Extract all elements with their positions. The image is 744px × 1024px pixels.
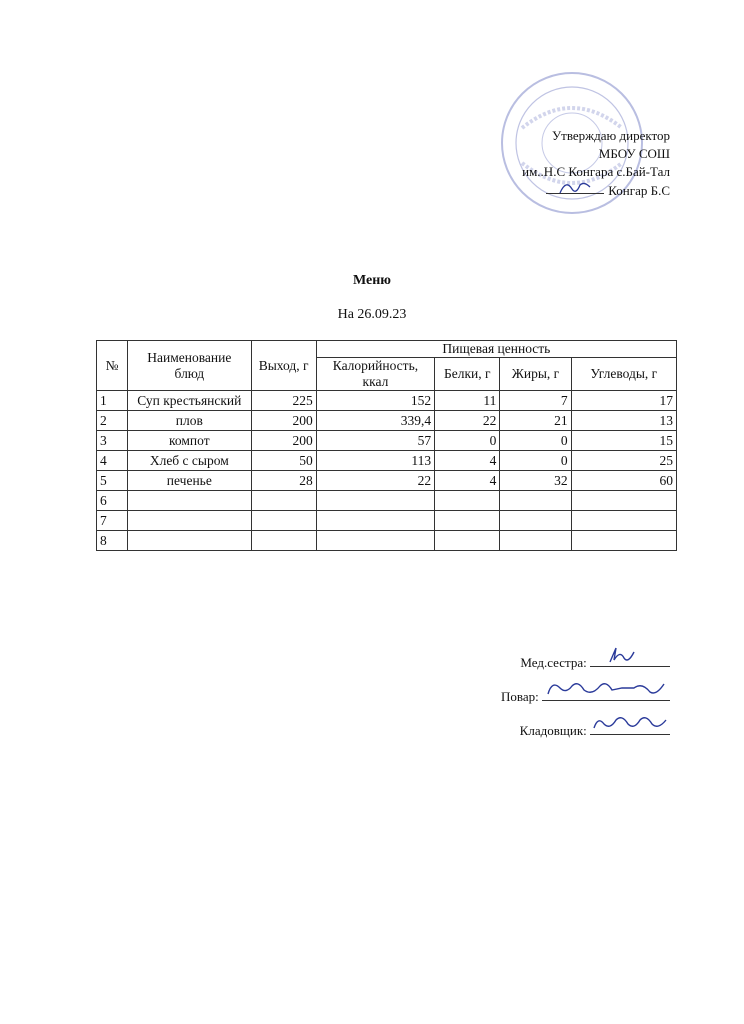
- table-row: [97, 491, 677, 511]
- approval-line-4: [522, 181, 670, 200]
- cell-fats: 0: [500, 431, 571, 451]
- header-fats: Жиры, г: [500, 358, 571, 391]
- cell-carbs: [571, 531, 676, 551]
- cell-proteins: [435, 531, 500, 551]
- menu-table: [96, 340, 677, 551]
- cell-no: 7: [97, 511, 128, 531]
- cell-name: [128, 491, 251, 511]
- page-title: Меню: [352, 273, 391, 288]
- cell-calories: 339,4: [316, 411, 434, 431]
- cell-carbs: 17: [571, 391, 676, 411]
- cell-output: 200: [251, 431, 316, 451]
- cell-proteins: [435, 511, 500, 531]
- table-row: [97, 391, 677, 411]
- cell-proteins: 4: [435, 471, 500, 491]
- cell-no: 4: [97, 451, 128, 471]
- cook-signature-line: [542, 684, 670, 701]
- cell-calories: 113: [316, 451, 434, 471]
- header-name: Наименование блюд: [128, 341, 251, 391]
- cell-fats: [500, 531, 571, 551]
- cell-no: 5: [97, 471, 128, 491]
- cell-name: [128, 511, 251, 531]
- cell-fats: 32: [500, 471, 571, 491]
- cell-output: 28: [251, 471, 316, 491]
- cell-proteins: [435, 491, 500, 511]
- cook-signature-icon: [542, 678, 670, 700]
- director-signature-icon: [546, 181, 604, 195]
- cell-name: Суп крестьянский: [128, 391, 251, 411]
- cell-name: Хлеб с сыром: [128, 451, 251, 471]
- menu-table-body: [97, 391, 677, 551]
- cell-proteins: 11: [435, 391, 500, 411]
- cell-carbs: 60: [571, 471, 676, 491]
- nurse-label: Мед.сестра:: [520, 655, 587, 670]
- table-header-row: [97, 341, 677, 358]
- cell-proteins: 4: [435, 451, 500, 471]
- cell-carbs: [571, 511, 676, 531]
- cell-no: 8: [97, 531, 128, 551]
- header-proteins: Белки, г: [435, 358, 500, 391]
- cell-proteins: 0: [435, 431, 500, 451]
- signatures-block: [501, 650, 670, 752]
- storekeeper-signature-line: [590, 718, 670, 735]
- cell-fats: [500, 511, 571, 531]
- cell-fats: 21: [500, 411, 571, 431]
- storekeeper-label: Кладовщик:: [519, 723, 587, 738]
- approval-line-3: им..Н.С Конгара с.Бай-Тал: [522, 164, 670, 179]
- cell-carbs: 13: [571, 411, 676, 431]
- cell-name: печенье: [128, 471, 251, 491]
- cell-fats: [500, 491, 571, 511]
- cell-calories: [316, 511, 434, 531]
- table-row: [97, 451, 677, 471]
- cell-calories: 22: [316, 471, 434, 491]
- signature-row-storekeeper: [501, 718, 670, 752]
- table-row: [97, 431, 677, 451]
- approval-line-2: МБОУ СОШ: [598, 146, 670, 161]
- header-calories: Калорийность, ккал: [316, 358, 434, 391]
- cell-calories: [316, 491, 434, 511]
- cell-no: 3: [97, 431, 128, 451]
- cell-output: [251, 491, 316, 511]
- cell-output: 50: [251, 451, 316, 471]
- storekeeper-signature-icon: [590, 712, 670, 734]
- cell-carbs: [571, 491, 676, 511]
- cell-name: плов: [128, 411, 251, 431]
- cell-carbs: 25: [571, 451, 676, 471]
- nurse-signature-icon: [590, 644, 670, 666]
- director-signature-line: [546, 181, 604, 194]
- approval-block: [522, 127, 670, 200]
- cell-name: компот: [128, 431, 251, 451]
- nurse-signature-line: [590, 650, 670, 667]
- cell-proteins: 22: [435, 411, 500, 431]
- cell-calories: 152: [316, 391, 434, 411]
- menu-date: На 26.09.23: [337, 307, 407, 322]
- cell-carbs: 15: [571, 431, 676, 451]
- table-row: [97, 471, 677, 491]
- cell-name: [128, 531, 251, 551]
- cell-output: 225: [251, 391, 316, 411]
- cell-fats: 0: [500, 451, 571, 471]
- cell-output: 200: [251, 411, 316, 431]
- director-name: Конгар Б.С: [608, 183, 670, 198]
- table-row: [97, 411, 677, 431]
- cell-output: [251, 531, 316, 551]
- cell-fats: 7: [500, 391, 571, 411]
- cell-no: 2: [97, 411, 128, 431]
- cook-label: Повар:: [501, 689, 539, 704]
- header-output: Выход, г: [251, 341, 316, 391]
- cell-calories: [316, 531, 434, 551]
- cell-no: 6: [97, 491, 128, 511]
- table-row: [97, 531, 677, 551]
- header-carbs: Углеводы, г: [571, 358, 676, 391]
- cell-no: 1: [97, 391, 128, 411]
- cell-output: [251, 511, 316, 531]
- header-no: №: [97, 341, 128, 391]
- table-row: [97, 511, 677, 531]
- header-nutrition: Пищевая ценность: [316, 341, 676, 358]
- cell-calories: 57: [316, 431, 434, 451]
- approval-line-1: Утверждаю директор: [551, 128, 670, 143]
